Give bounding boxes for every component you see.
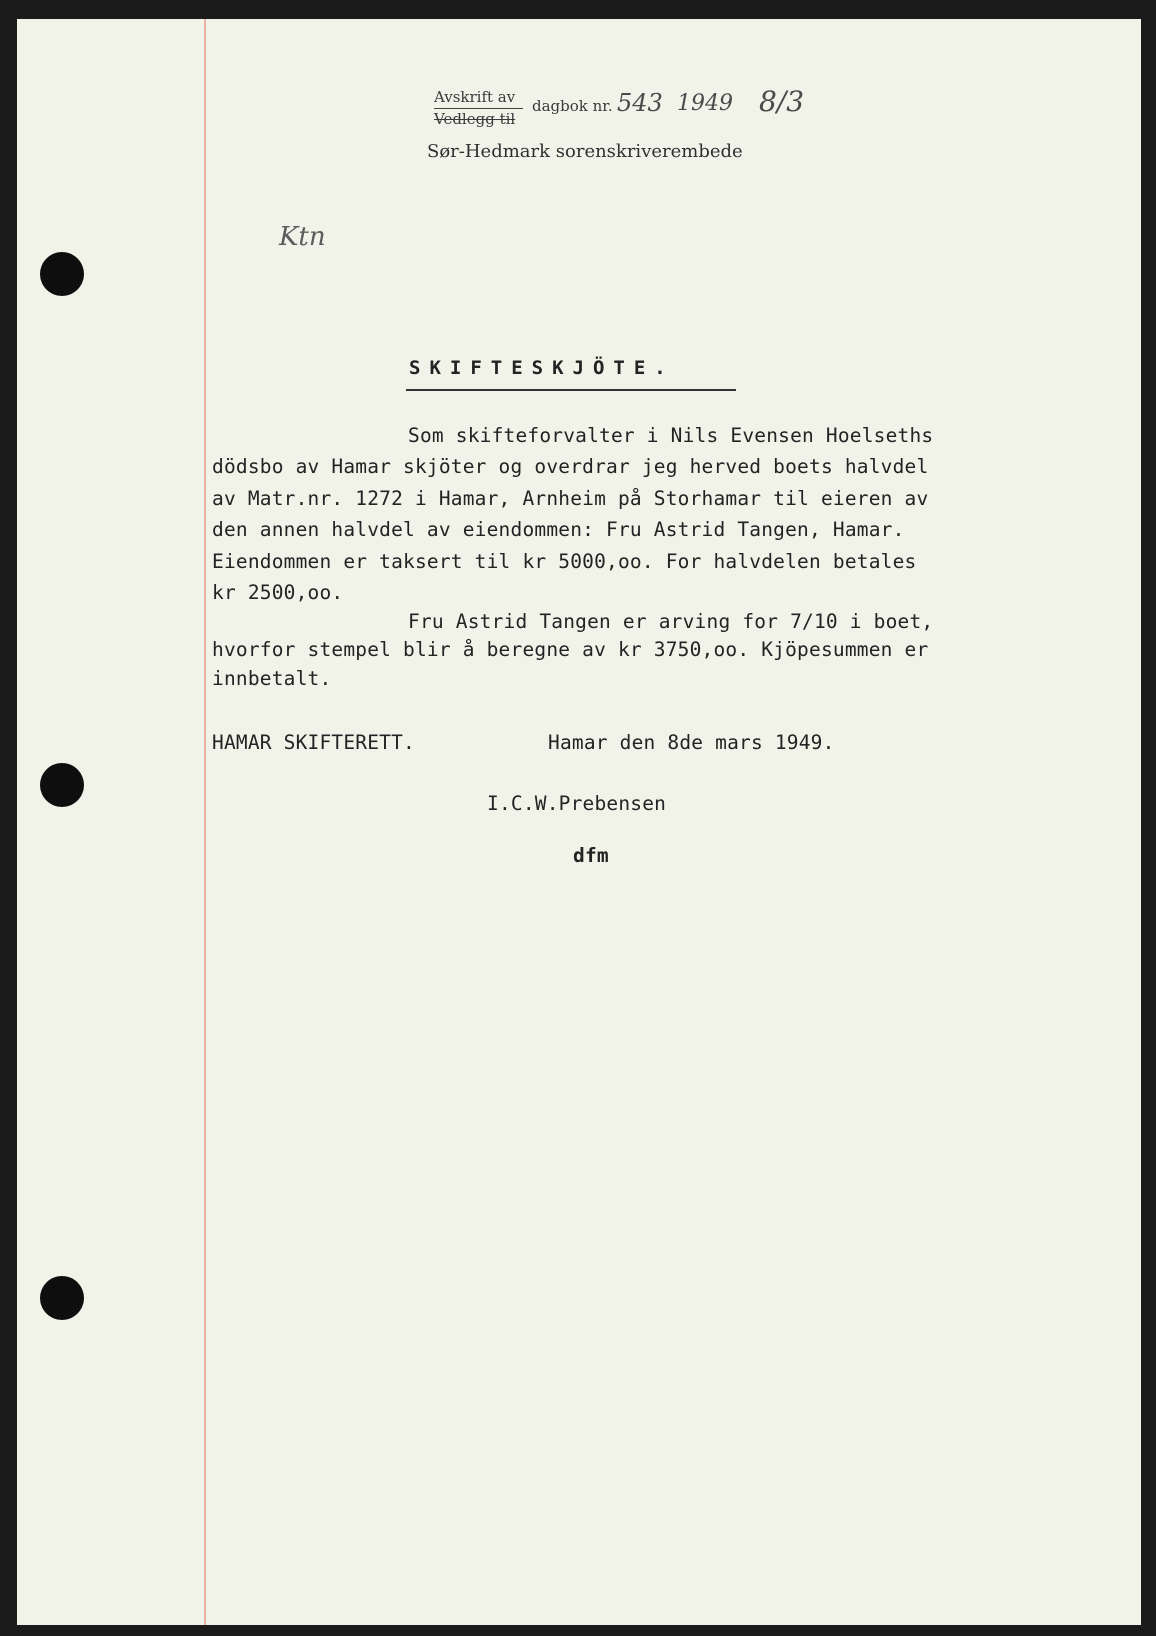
dagbok-label: dagbok nr. [532, 97, 613, 115]
avskrift-label: Avskrift av [434, 88, 516, 106]
court-name: HAMAR SKIFTERETT. [212, 731, 415, 754]
paragraph-line-4: den annen halvdel av eiendommen: Fru Astrid Tangen, Hamar. [212, 518, 905, 541]
office-name: Sør-Hedmark sorenskriverembede [427, 141, 743, 162]
document-title: SKIFTESKJÖTE. [409, 357, 675, 379]
avskrift-underline [434, 108, 523, 109]
document-page [17, 19, 1141, 1625]
paragraph-line-5: Eiendommen er taksert til kr 5000,oo. For halvdelen betales [212, 550, 917, 573]
handwritten-date: 8/3 [759, 85, 805, 118]
punch-hole-top [40, 252, 84, 296]
signatory-name: I.C.W.Prebensen [487, 792, 667, 815]
paragraph2-line-3: innbetalt. [212, 667, 332, 690]
dagbok-year: 1949 [677, 91, 733, 116]
place-date: Hamar den 8de mars 1949. [548, 731, 835, 754]
margin-rule [204, 19, 206, 1625]
paragraph2-line-2: hvorfor stempel blir å beregne av kr 3750,oo. Kjöpesummen er [212, 638, 929, 661]
paragraph-line-1: Som skifteforvalter i Nils Evensen Hoelseths [408, 424, 934, 447]
paragraph-line-6: kr 2500,oo. [212, 581, 344, 604]
punch-hole-middle [40, 763, 84, 807]
paragraph-line-3: av Matr.nr. 1272 i Hamar, Arnheim på Storhamar til eieren av [212, 487, 929, 510]
dagbok-number: 543 [617, 89, 663, 117]
vedlegg-label: Vedlegg til [434, 110, 516, 128]
title-underline [406, 389, 736, 391]
initials: dfm [573, 844, 609, 867]
marginal-note: Ktn [279, 222, 326, 252]
paragraph2-line-1: Fru Astrid Tangen er arving for 7/10 i boet, [408, 610, 934, 633]
punch-hole-bottom [40, 1276, 84, 1320]
paragraph-line-2: dödsbo av Hamar skjöter og overdrar jeg herved boets halvdel [212, 455, 929, 478]
